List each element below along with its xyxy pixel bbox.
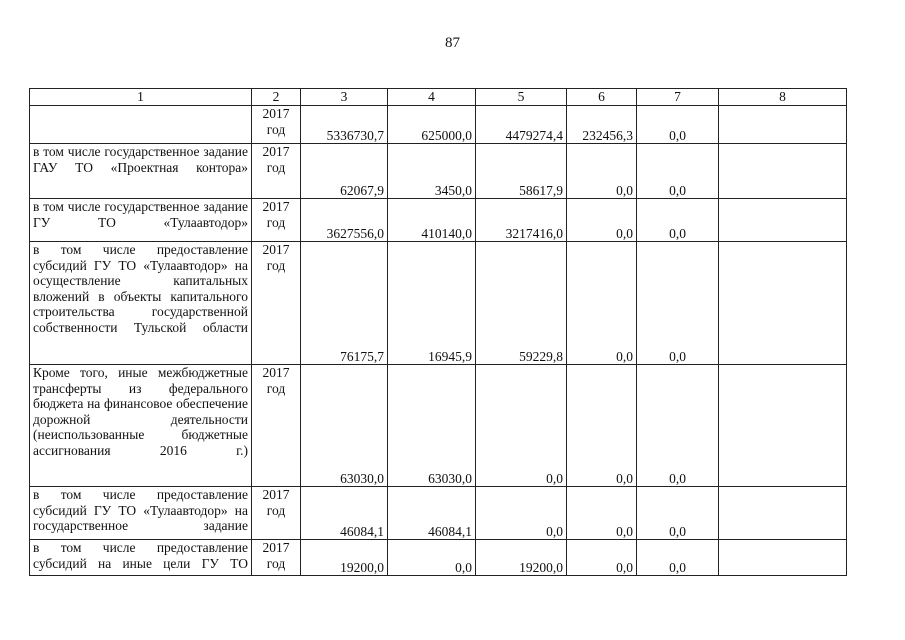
row-description: Кроме того, иные межбюджетные трансферты из федерального бюджета на финансовое обеспечение дорожной деятельности (неиспользованные бюджетные ассигнования 2016 г.): [30, 365, 252, 487]
row-value-col3: 46084,1: [301, 487, 388, 540]
row-value-col6: 0,0: [567, 365, 637, 487]
row-value-col5: 58617,9: [476, 144, 567, 199]
row-value-col7: 0,0: [637, 106, 719, 144]
row-value-col8: [719, 144, 847, 199]
row-description: в том числе государственное задание ГАУ ТО «Проектная контора»: [30, 144, 252, 199]
table-row: [30, 106, 847, 144]
row-year: 2017 год: [252, 144, 301, 199]
row-value-col7: 0,0: [637, 199, 719, 242]
row-value-col3: 3627556,0: [301, 199, 388, 242]
row-value-col4: 16945,9: [388, 242, 476, 365]
table-row: [30, 540, 847, 576]
row-description: в том числе предоставление субсидий на иные цели ГУ ТО: [30, 540, 252, 576]
row-value-col3: 62067,9: [301, 144, 388, 199]
row-value-col7: 0,0: [637, 487, 719, 540]
row-value-col5: 4479274,4: [476, 106, 567, 144]
row-value-col8: [719, 106, 847, 144]
row-value-col4: 46084,1: [388, 487, 476, 540]
row-value-col6: 0,0: [567, 199, 637, 242]
header-cell: 5: [476, 89, 567, 106]
row-year: 2017 год: [252, 540, 301, 576]
row-year: 2017 год: [252, 365, 301, 487]
row-value-col4: 63030,0: [388, 365, 476, 487]
row-value-col7: 0,0: [637, 242, 719, 365]
row-value-col5: 0,0: [476, 365, 567, 487]
header-cell: 1: [30, 89, 252, 106]
header-cell: 4: [388, 89, 476, 106]
header-cell: 2: [252, 89, 301, 106]
row-year: 2017 год: [252, 106, 301, 144]
row-value-col5: 3217416,0: [476, 199, 567, 242]
row-value-col6: 0,0: [567, 242, 637, 365]
header-cell: 3: [301, 89, 388, 106]
row-value-col3: 76175,7: [301, 242, 388, 365]
row-value-col3: 5336730,7: [301, 106, 388, 144]
row-value-col4: 410140,0: [388, 199, 476, 242]
row-value-col4: 3450,0: [388, 144, 476, 199]
row-year: 2017 год: [252, 242, 301, 365]
budget-table: [29, 88, 847, 576]
table-row: [30, 199, 847, 242]
row-value-col3: 63030,0: [301, 365, 388, 487]
row-value-col6: 0,0: [567, 540, 637, 576]
row-value-col8: [719, 365, 847, 487]
row-value-col8: [719, 242, 847, 365]
row-value-col8: [719, 487, 847, 540]
table-row: [30, 365, 847, 487]
row-value-col4: 625000,0: [388, 106, 476, 144]
row-value-col3: 19200,0: [301, 540, 388, 576]
row-value-col8: [719, 199, 847, 242]
header-cell: 8: [719, 89, 847, 106]
row-description: [30, 106, 252, 144]
row-value-col7: 0,0: [637, 540, 719, 576]
row-description: в том числе государственное задание ГУ ТО «Тулаавтодор»: [30, 199, 252, 242]
table-row: [30, 144, 847, 199]
table-header-row: [30, 89, 847, 106]
row-value-col5: 59229,8: [476, 242, 567, 365]
table-row: [30, 242, 847, 365]
row-value-col8: [719, 540, 847, 576]
row-description: в том числе предоставление субсидий ГУ ТО «Тулаавтодор» на осуществление капитальных вложений в объекты капитального строительства государственной собственности Тульской области: [30, 242, 252, 365]
row-value-col5: 19200,0: [476, 540, 567, 576]
row-value-col4: 0,0: [388, 540, 476, 576]
row-value-col5: 0,0: [476, 487, 567, 540]
page-number: 87: [445, 35, 460, 51]
row-value-col6: 0,0: [567, 487, 637, 540]
row-year: 2017 год: [252, 199, 301, 242]
row-value-col6: 232456,3: [567, 106, 637, 144]
row-year: 2017 год: [252, 487, 301, 540]
header-cell: 6: [567, 89, 637, 106]
row-value-col7: 0,0: [637, 365, 719, 487]
row-description: в том числе предоставление субсидий ГУ ТО «Тулаавтодор» на государственное задание: [30, 487, 252, 540]
row-value-col7: 0,0: [637, 144, 719, 199]
row-value-col6: 0,0: [567, 144, 637, 199]
table-row: [30, 487, 847, 540]
header-cell: 7: [637, 89, 719, 106]
